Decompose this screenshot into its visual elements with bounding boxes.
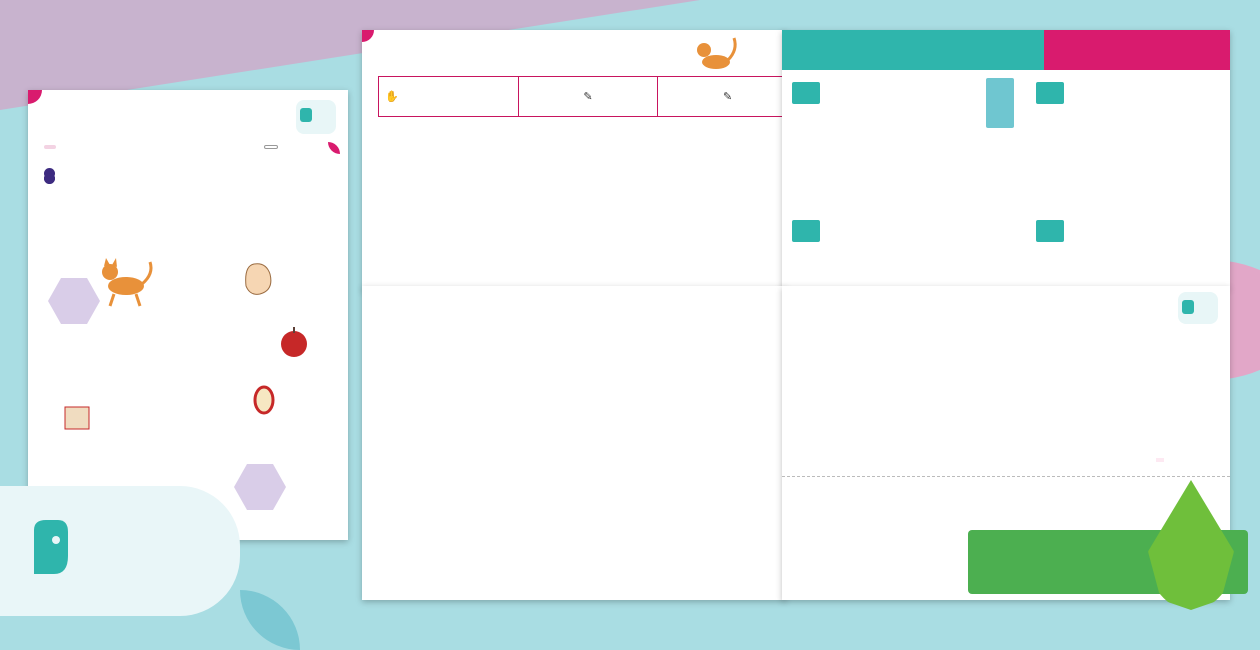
players-badge: [264, 145, 278, 149]
brand-panel: [0, 486, 240, 616]
write-it-sheet: [362, 30, 786, 290]
steps-list: [44, 168, 164, 173]
petal-icon: [328, 142, 340, 154]
cat-illustration: [692, 32, 740, 76]
apple-core-illustration: [246, 382, 282, 416]
sight-row: [1050, 44, 1224, 54]
guide-header: [782, 30, 1230, 70]
corner-petal-icon: [362, 30, 374, 42]
guide-sheet: [782, 30, 1230, 288]
rhino-icon: [1182, 300, 1194, 314]
write-it-table: [378, 76, 786, 117]
pencil-icon: ✎: [723, 90, 733, 103]
sign-illustration: [62, 404, 92, 434]
how-to-play-label: [44, 145, 56, 149]
corner-petal-icon: [28, 90, 42, 104]
footer-level: [1156, 458, 1164, 462]
rhino-logo: [296, 100, 336, 134]
book-cover: [986, 78, 1014, 128]
start-hex: [48, 278, 100, 324]
read-and-go-sheet: [28, 90, 348, 540]
step-number: [44, 173, 55, 184]
column-header: [658, 77, 786, 117]
pencil-icon: ✎: [583, 90, 593, 103]
after-reading-tag: [1036, 82, 1064, 104]
challenges-tag: [1036, 220, 1064, 242]
hand-illustration: [240, 256, 276, 296]
rhino-logo: [1178, 292, 1218, 324]
background-leaf: [240, 590, 300, 650]
column-header: [518, 77, 658, 117]
table-header-row: [379, 77, 787, 117]
rhino-icon: [300, 108, 312, 122]
rhino-logo-icon: [28, 516, 72, 578]
column-header: [379, 77, 519, 117]
before-reading-tag: [792, 82, 820, 104]
focus-panel: [1044, 30, 1230, 70]
cat-illustration: [96, 250, 156, 310]
during-reading-tag: [792, 220, 820, 242]
finish-hex: [234, 464, 286, 510]
eye-hand-icon: ✋: [385, 90, 399, 103]
roll-and-read-sheet: [362, 286, 786, 600]
cut-line: [782, 476, 1230, 477]
phonics-row: [1050, 34, 1224, 44]
apple-illustration: [274, 322, 314, 362]
